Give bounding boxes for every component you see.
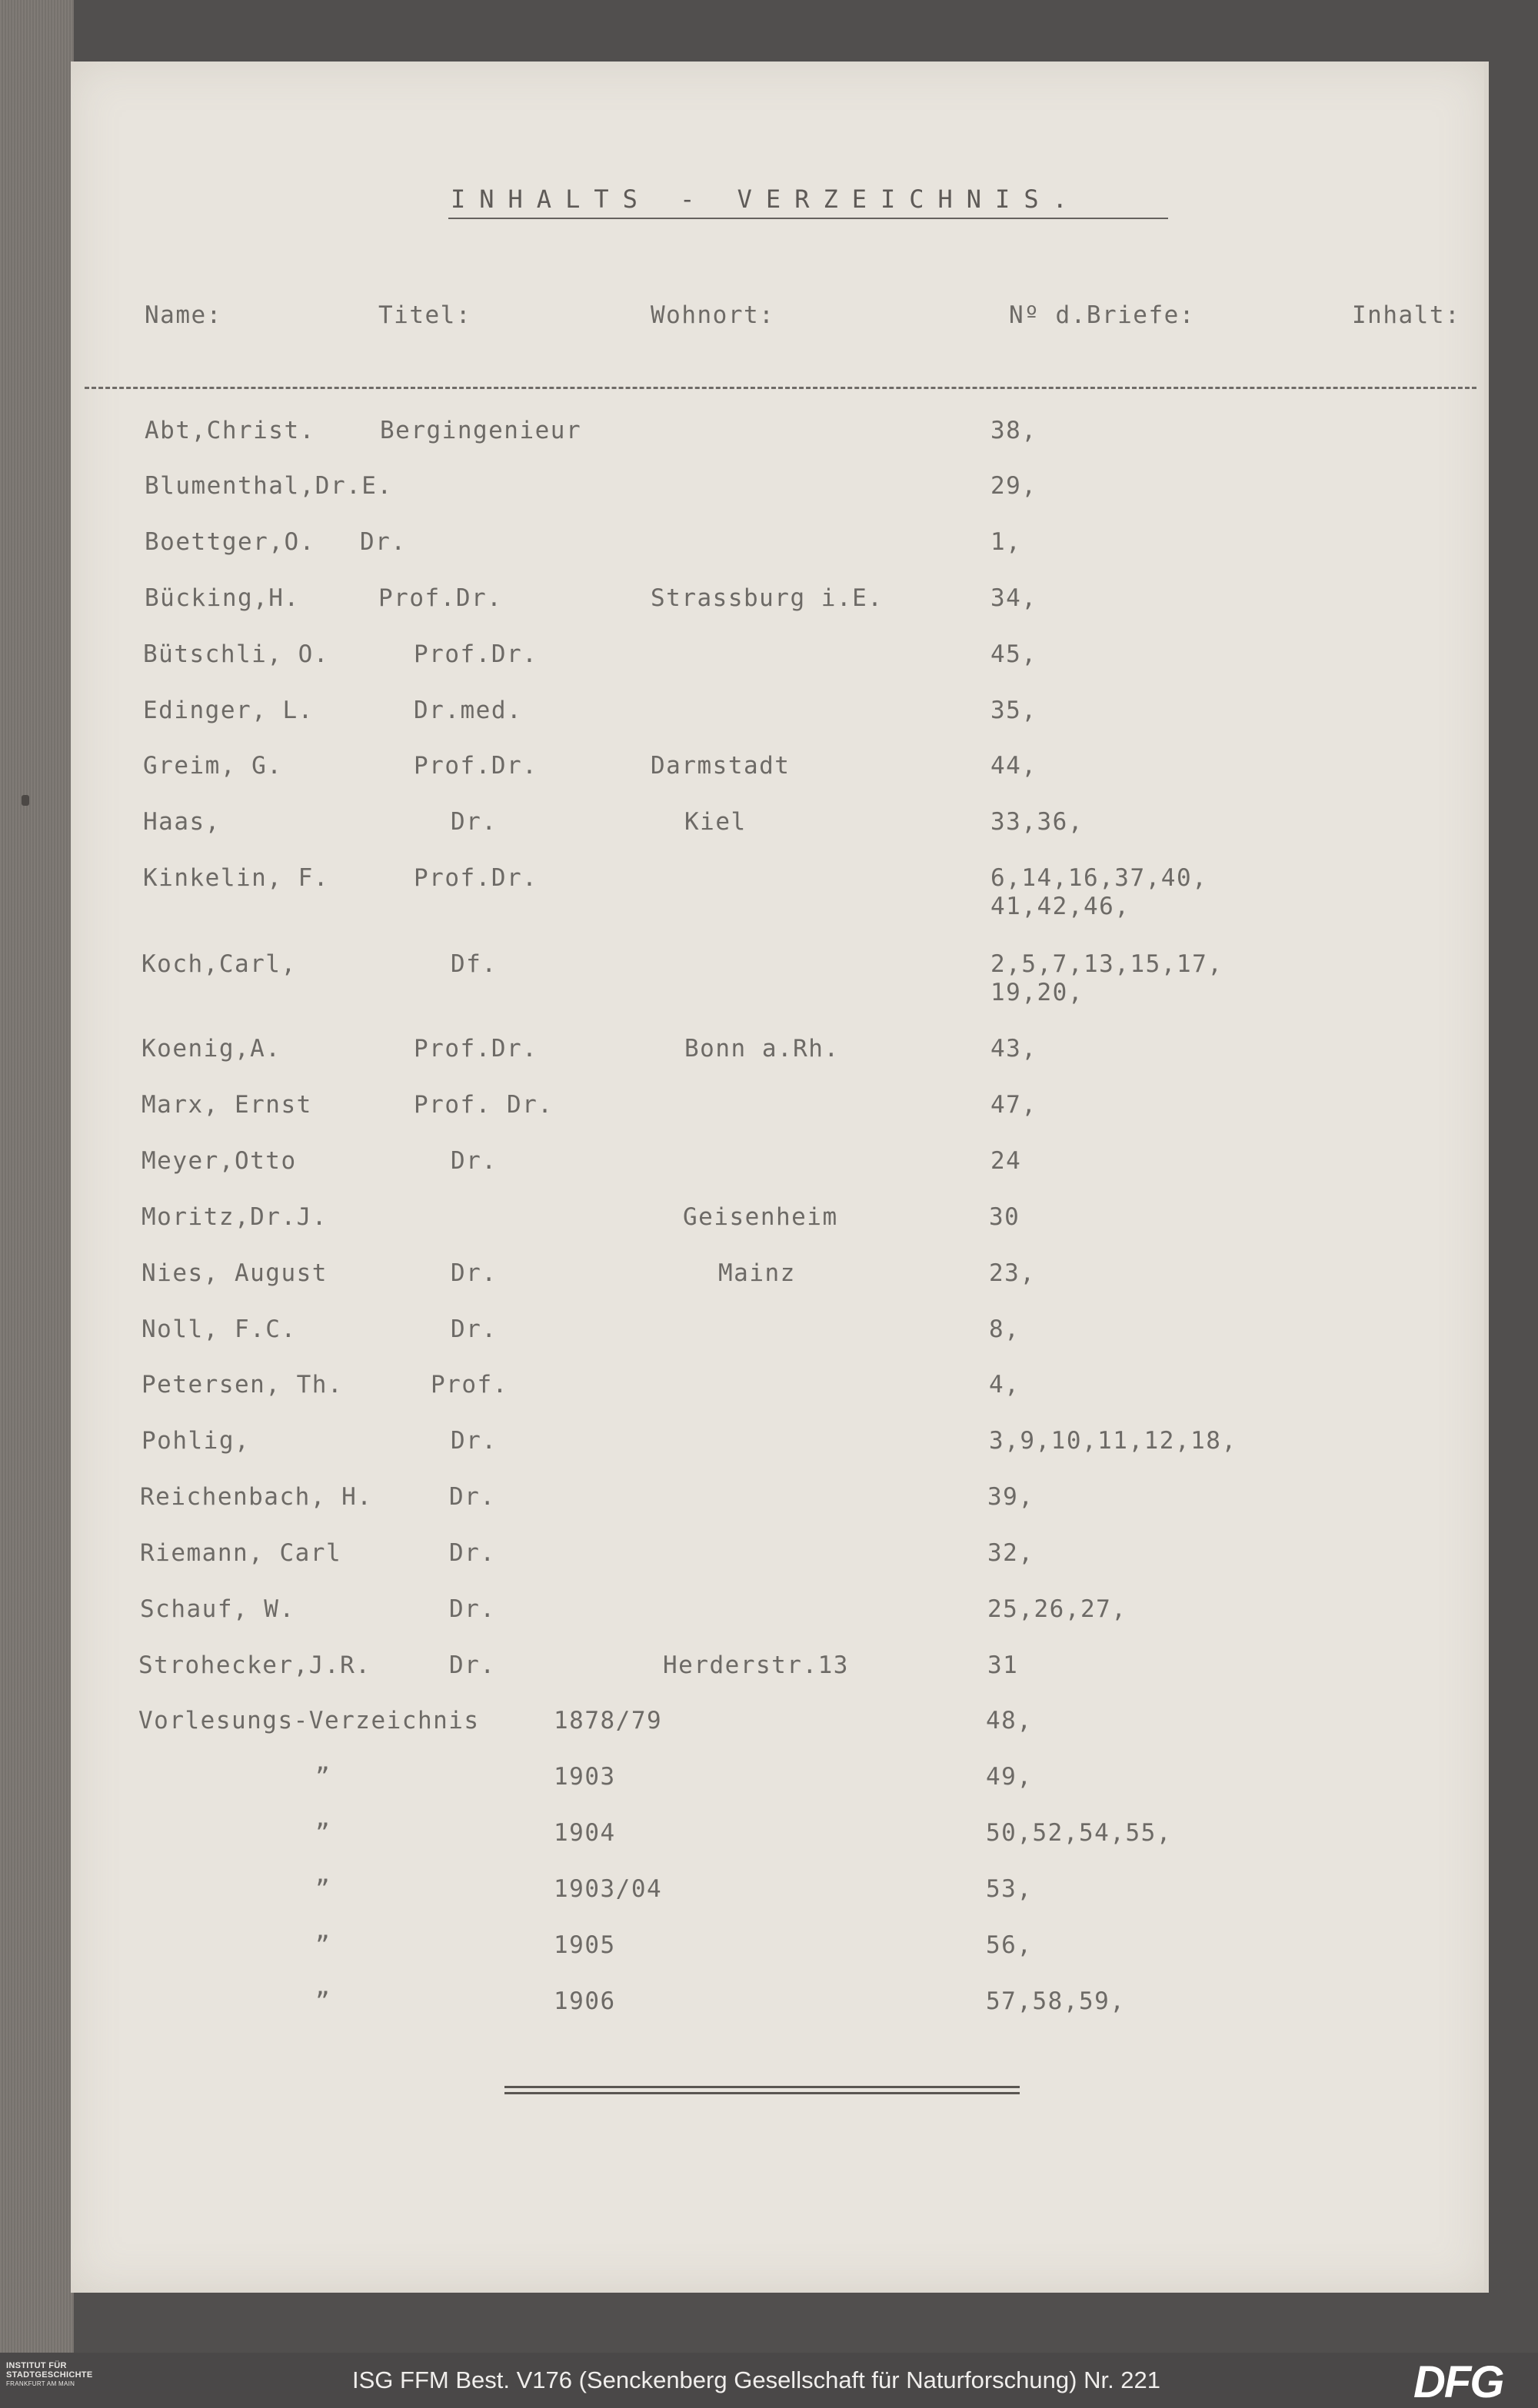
entry-titel: 1904 bbox=[554, 1819, 616, 1847]
entry-briefe: 56, bbox=[986, 1931, 1033, 1959]
entry-titel: Dr.med. bbox=[414, 697, 523, 724]
entry-briefe: 44, bbox=[990, 752, 1037, 780]
entry-titel: Dr. bbox=[449, 1595, 496, 1623]
entry-titel: 1878/79 bbox=[554, 1707, 663, 1734]
entry-briefe: 50,52,54,55, bbox=[986, 1819, 1172, 1847]
header-rule bbox=[85, 387, 1476, 389]
entry-titel: Prof.Dr. bbox=[414, 864, 538, 892]
entry-wohnort: Strassburg i.E. bbox=[651, 584, 884, 612]
entry-titel: Dr. bbox=[449, 1483, 496, 1511]
entry-titel: 1903/04 bbox=[554, 1875, 663, 1903]
entry-name: ” bbox=[315, 1875, 331, 1903]
entry-titel: Dr. bbox=[449, 1651, 496, 1679]
entry-briefe: 2,5,7,13,15,17, bbox=[990, 950, 1223, 978]
entry-name: Boettger,O. bbox=[145, 528, 315, 556]
document-page bbox=[71, 62, 1487, 2293]
entry-name: Nies, August bbox=[141, 1259, 328, 1287]
entry-name: Bütschli, O. bbox=[143, 640, 329, 668]
entry-wohnort: Kiel bbox=[684, 808, 747, 836]
entry-name: Schauf, W. bbox=[140, 1595, 295, 1623]
entry-name: Blumenthal,Dr.E. bbox=[145, 472, 393, 500]
entry-name: Meyer,Otto bbox=[141, 1147, 297, 1175]
entry-name: Edinger, L. bbox=[143, 697, 314, 724]
entry-wohnort: Herderstr.13 bbox=[663, 1651, 849, 1679]
book-binding bbox=[0, 0, 74, 2353]
dfg-logo: DFG bbox=[1413, 2357, 1503, 2407]
entry-name: Vorlesungs-Verzeichnis bbox=[138, 1707, 480, 1734]
entry-briefe: 30 bbox=[989, 1203, 1020, 1231]
binding-mark bbox=[22, 795, 29, 806]
end-rule-top bbox=[504, 2086, 1020, 2088]
entry-briefe: 3,9,10,11,12,18, bbox=[989, 1427, 1237, 1455]
entry-briefe: 32, bbox=[987, 1539, 1034, 1567]
entry-titel: Dr. bbox=[451, 1427, 498, 1455]
entry-name: Abt,Christ. bbox=[145, 417, 315, 444]
header-inhalt: Inhalt: bbox=[1352, 301, 1461, 329]
institute-name-line3: FRANKFURT AM MAIN bbox=[6, 2380, 75, 2387]
entry-name: Pohlig, bbox=[141, 1427, 251, 1455]
institute-logo bbox=[6, 2361, 92, 2389]
entry-titel: Dr. bbox=[449, 1539, 496, 1567]
entry-name: ” bbox=[315, 1819, 331, 1847]
entry-titel: Dr. bbox=[360, 528, 407, 556]
entry-titel: Prof.Dr. bbox=[414, 752, 538, 780]
entry-titel: Dr. bbox=[451, 1315, 498, 1343]
entry-name: Koenig,A. bbox=[141, 1035, 281, 1063]
entry-briefe: 24 bbox=[990, 1147, 1022, 1175]
entry-name: ” bbox=[315, 1763, 331, 1791]
entry-briefe: 38, bbox=[990, 417, 1037, 444]
entry-name: ” bbox=[315, 1931, 331, 1959]
entry-briefe: 43, bbox=[990, 1035, 1037, 1063]
entry-name: Kinkelin, F. bbox=[143, 864, 329, 892]
header-titel: Titel: bbox=[378, 301, 471, 329]
entry-briefe: 4, bbox=[989, 1371, 1020, 1399]
entry-briefe: 39, bbox=[987, 1483, 1034, 1511]
institute-name-line1: INSTITUT FÜR bbox=[6, 2361, 67, 2370]
entry-name: Strohecker,J.R. bbox=[138, 1651, 371, 1679]
archive-caption: ISG FFM Best. V176 (Senckenberg Gesellschaft für Naturforschung) Nr. 221 bbox=[352, 2366, 1161, 2393]
header-name: Name: bbox=[145, 301, 222, 329]
entry-briefe: 49, bbox=[986, 1763, 1033, 1791]
entry-briefe: 29, bbox=[990, 472, 1037, 500]
entry-briefe: 53, bbox=[986, 1875, 1033, 1903]
entry-briefe: 34, bbox=[990, 584, 1037, 612]
title-underline bbox=[448, 218, 1168, 219]
header-wohnort: Wohnort: bbox=[651, 301, 775, 329]
entry-titel: Dr. bbox=[451, 1147, 498, 1175]
page-edge bbox=[1484, 62, 1489, 2293]
entry-briefe: 6,14,16,37,40, bbox=[990, 864, 1208, 892]
entry-name: Marx, Ernst bbox=[141, 1091, 312, 1119]
entry-titel: Prof.Dr. bbox=[414, 1035, 538, 1063]
entry-titel: 1905 bbox=[554, 1931, 616, 1959]
entry-name: Moritz,Dr.J. bbox=[141, 1203, 328, 1231]
entry-name: Bücking,H. bbox=[145, 584, 300, 612]
entry-name: Reichenbach, H. bbox=[140, 1483, 373, 1511]
entry-briefe: 48, bbox=[986, 1707, 1033, 1734]
entry-titel: Dr. bbox=[451, 808, 498, 836]
entry-briefe: 1, bbox=[990, 528, 1022, 556]
end-rule-bottom bbox=[504, 2092, 1020, 2094]
entry-wohnort: Mainz bbox=[718, 1259, 796, 1287]
entry-titel: Prof.Dr. bbox=[378, 584, 503, 612]
entry-briefe: 35, bbox=[990, 697, 1037, 724]
header-briefe: Nº d.Briefe: bbox=[1009, 301, 1195, 329]
entry-briefe: 47, bbox=[990, 1091, 1037, 1119]
entry-briefe: 23, bbox=[989, 1259, 1036, 1287]
entry-name: Riemann, Carl bbox=[140, 1539, 342, 1567]
entry-titel: Prof.Dr. bbox=[414, 640, 538, 668]
entry-wohnort: Geisenheim bbox=[683, 1203, 838, 1231]
entry-wohnort: Darmstadt bbox=[651, 752, 791, 780]
entry-briefe: 31 bbox=[987, 1651, 1019, 1679]
entry-wohnort: Bonn a.Rh. bbox=[684, 1035, 840, 1063]
entry-briefe-continued: 41,42,46, bbox=[990, 893, 1130, 920]
institute-name-line2: STADTGESCHICHTE bbox=[6, 2370, 93, 2380]
entry-briefe-continued: 19,20, bbox=[990, 979, 1084, 1006]
page-title: INHALTS - VERZEICHNIS. bbox=[451, 185, 1081, 214]
entry-briefe: 57,58,59, bbox=[986, 1987, 1126, 2015]
entry-name: Haas, bbox=[143, 808, 221, 836]
entry-titel: Bergingenieur bbox=[380, 417, 582, 444]
entry-briefe: 45, bbox=[990, 640, 1037, 668]
entry-briefe: 25,26,27, bbox=[987, 1595, 1127, 1623]
entry-briefe: 33,36, bbox=[990, 808, 1084, 836]
entry-name: Koch,Carl, bbox=[141, 950, 297, 978]
entry-name: Noll, F.C. bbox=[141, 1315, 297, 1343]
entry-titel: 1906 bbox=[554, 1987, 616, 2015]
entry-titel: Prof. Dr. bbox=[414, 1091, 554, 1119]
entry-titel: Df. bbox=[451, 950, 498, 978]
entry-titel: 1903 bbox=[554, 1763, 616, 1791]
entry-titel: Prof. bbox=[431, 1371, 508, 1399]
entry-titel: Dr. bbox=[451, 1259, 498, 1287]
entry-name: ” bbox=[315, 1987, 331, 2015]
entry-name: Petersen, Th. bbox=[141, 1371, 344, 1399]
entry-briefe: 8, bbox=[989, 1315, 1020, 1343]
entry-name: Greim, G. bbox=[143, 752, 283, 780]
